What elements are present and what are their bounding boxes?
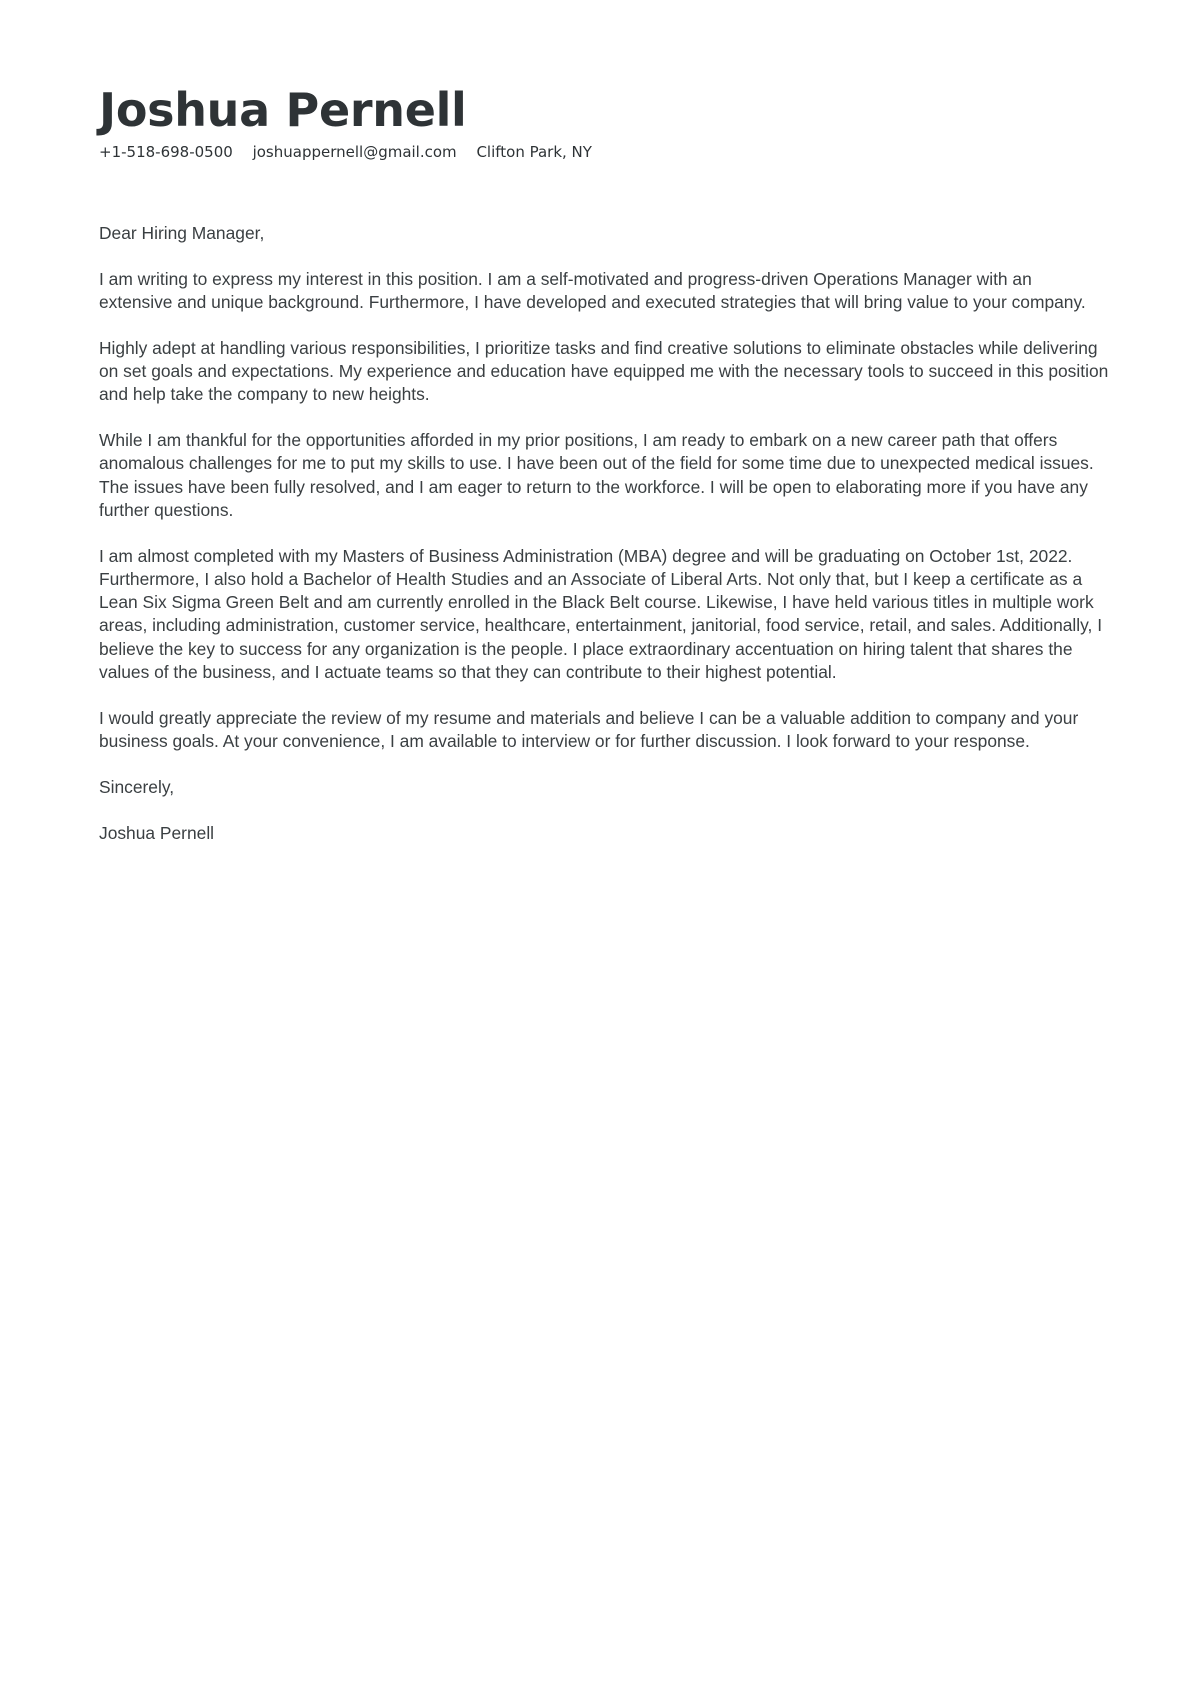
paragraph-education: I am almost completed with my Masters of Business Administration (MBA) degree and will be graduating on October 1st, 2022. Furthermore, I also hold a Bachelor of Health Studies and an Associate of Liberal Arts. Not only that, but I keep a certificate as a Lean Six Sigma Green Belt and am currently enrolled in the Black Belt course. Likewise, I have held various titles in multiple work areas, including administration, customer service, healthcare, entertainment, janitorial, food service, retail, and sales. Additionally, I believe the key to success for any organization is the people. I place extraordinary accentuation on hiring talent that shares the values of the business, and I actuate teams so that they can contribute to their highest potential. — [99, 545, 1103, 682]
paragraph-closing: I would greatly appreciate the review of my resume and materials and believe I can be a valuable addition to company and your business goals. At your convenience, I am available to interview or for further discussion. I look forward to your response. — [99, 707, 1079, 751]
paragraph-intro: I am writing to express my interest in this position. I am a self-motivated and progress-driven Operations Manager with an extensive and unique background. Furthermore, I have developed and executed strategies that will bring value to your company. — [99, 268, 1086, 313]
closing-phrase: Sincerely, — [99, 776, 175, 797]
contact-info — [99, 142, 1099, 162]
letter-header — [99, 82, 1099, 162]
paragraph-career-gap: While I am thankful for the opportunities afforded in my prior positions, I am ready to embark on a new career path that offers anomalous challenges for me to put my skills to use. I have been out of the field for some time due to unexpected medical issues. The issues have been fully resolved, and I am eager to return to the workforce. I will be open to elaborating more if you have any further questions. — [99, 430, 1094, 520]
location: Clifton Park, NY — [476, 143, 592, 161]
salutation: Dear Hiring Manager, — [99, 223, 265, 243]
signature: Joshua Pernell — [99, 822, 215, 843]
applicant-name: Joshua Pernell — [99, 83, 467, 137]
phone-number: +1-518-698-0500 — [99, 143, 233, 161]
email-address: joshuappernell@gmail.com — [252, 143, 457, 161]
letter-body — [99, 222, 1109, 868]
paragraph-skills: Highly adept at handling various responsibilities, I prioritize tasks and find creative solutions to eliminate obstacles while delivering on set goals and expectations. My experience and education have equipped me with the necessary tools to succeed in this position and help take the company to new heights. — [99, 337, 1109, 405]
